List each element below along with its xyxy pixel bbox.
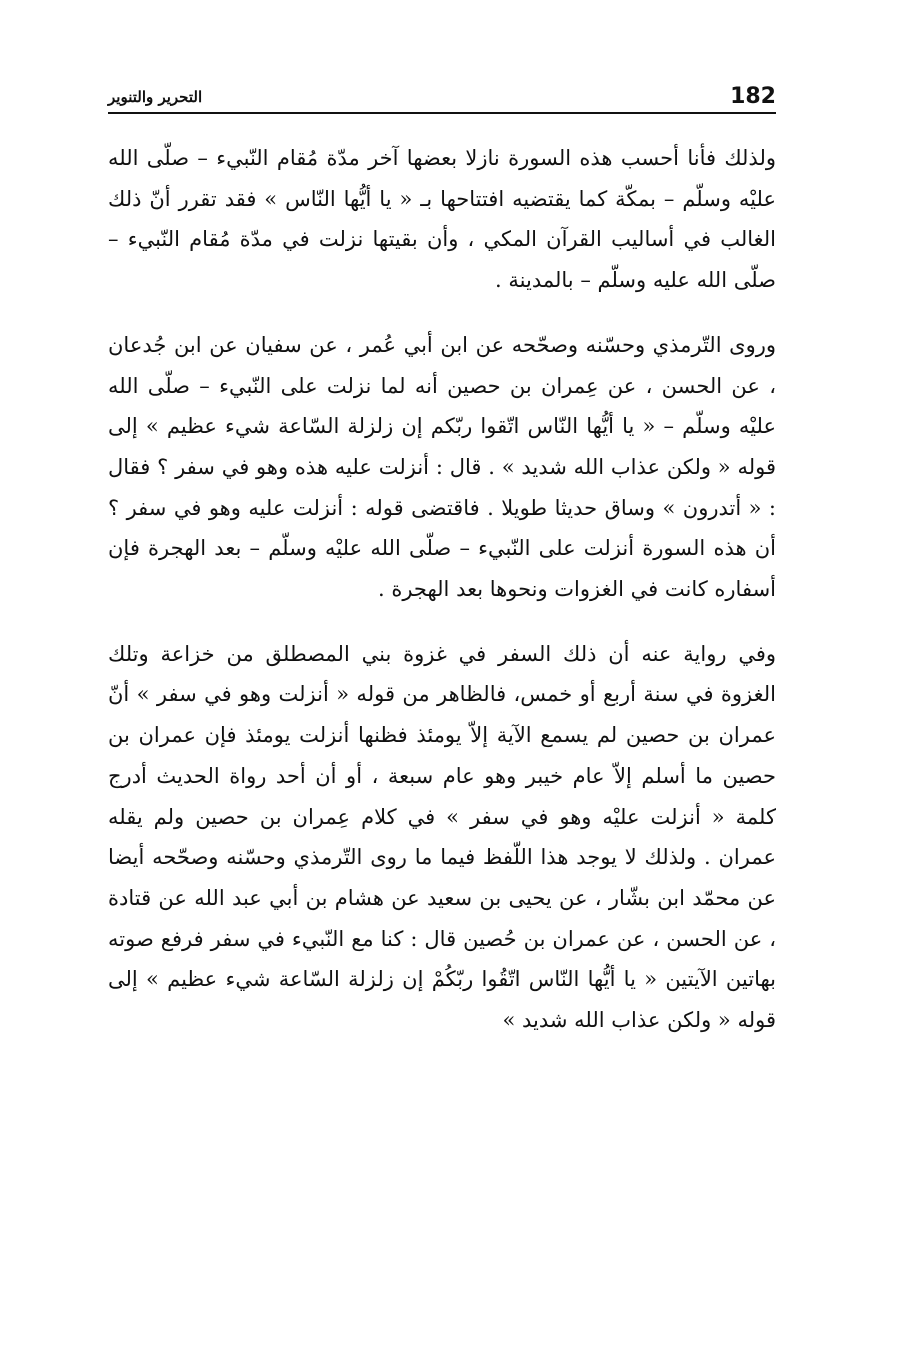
- paragraph-1: ولذلك فأنا أحسب هذه السورة نازلا بعضها آخر مدّة مُقام النّبيء – صلّى الله عليْه وسلّم – بمكّة كما يقتضيه افتتاحها بـ « يا أيُّها النّاس » فقد تقرر أنّ ذلك الغالب في أساليب القرآن المكي ، وأن بقيتها نزلت في مدّة مُقام النّبيء – صلّى الله عليه وسلّم – بالمدينة .: [108, 146, 776, 293]
- page-number: 182: [730, 84, 776, 109]
- page-body: [108, 138, 776, 1041]
- paragraph-3: وفي رواية عنه أن ذلك السفر في غزوة بني المصطلق من خزاعة وتلك الغزوة في سنة أربع أو خمس، فالظاهر من قوله « أنزلت وهو في سفر » أنّ عمران بن حصين لم يسمع الآية إلاّ يومئذ فظنها أنزلت يومئذ فإن عمران بن حصين ما أسلم إلاّ عام خيبر وهو عام سبعة ، أو أن أحد رواة الحديث أدرج كلمة « أنزلت عليْه وهو في سفر » في كلام عِمران بن حصين ولم يقله عمران . ولذلك لا يوجد هذا اللّفظ فيما ما روى التّرمذي وحسّنه وصحّحه أيضا عن محمّد ابن بشّار ، عن يحيى بن سعيد عن هشام بن أبي عبد الله عن قتادة ، عن الحسن ، عن عمران بن حُصين قال : كنا مع النّبيء في سفر فرفع صوته بهاتين الآيتين « يا أيُّها النّاس اتّقُوا ربّكُمْ إن زلزلة السّاعة شيء عظيم » إلى قوله « ولكن عذاب الله شديد »: [108, 641, 776, 1033]
- paragraph-2: وروى التّرمذي وحسّنه وصحّحه عن ابن أبي عُمر ، عن سفيان عن ابن جُدعان ، عن الحسن ، عن عِمران بن حصين أنه لما نزلت على النّبيء – صلّى الله عليْه وسلّم – « يا أيُّها النّاس اتّقوا ربّكم إن زلزلة السّاعة شيء عظيم » إلى قوله « ولكن عذاب الله شديد » . قال : أنزلت عليه هذه وهو في سفر ؟ فقال : « أتدرون » وساق حديثا طويلا . فاقتضى قوله : أنزلت عليه وهو في سفر ؟ أن هذه السورة أنزلت على النّبيء – صلّى الله عليْه وسلّم – بعد الهجرة فإن أسفاره كانت في الغزوات ونحوها بعد الهجرة .: [108, 332, 776, 602]
- page-header: [108, 84, 776, 114]
- running-title: التحرير والتنوير: [108, 88, 203, 106]
